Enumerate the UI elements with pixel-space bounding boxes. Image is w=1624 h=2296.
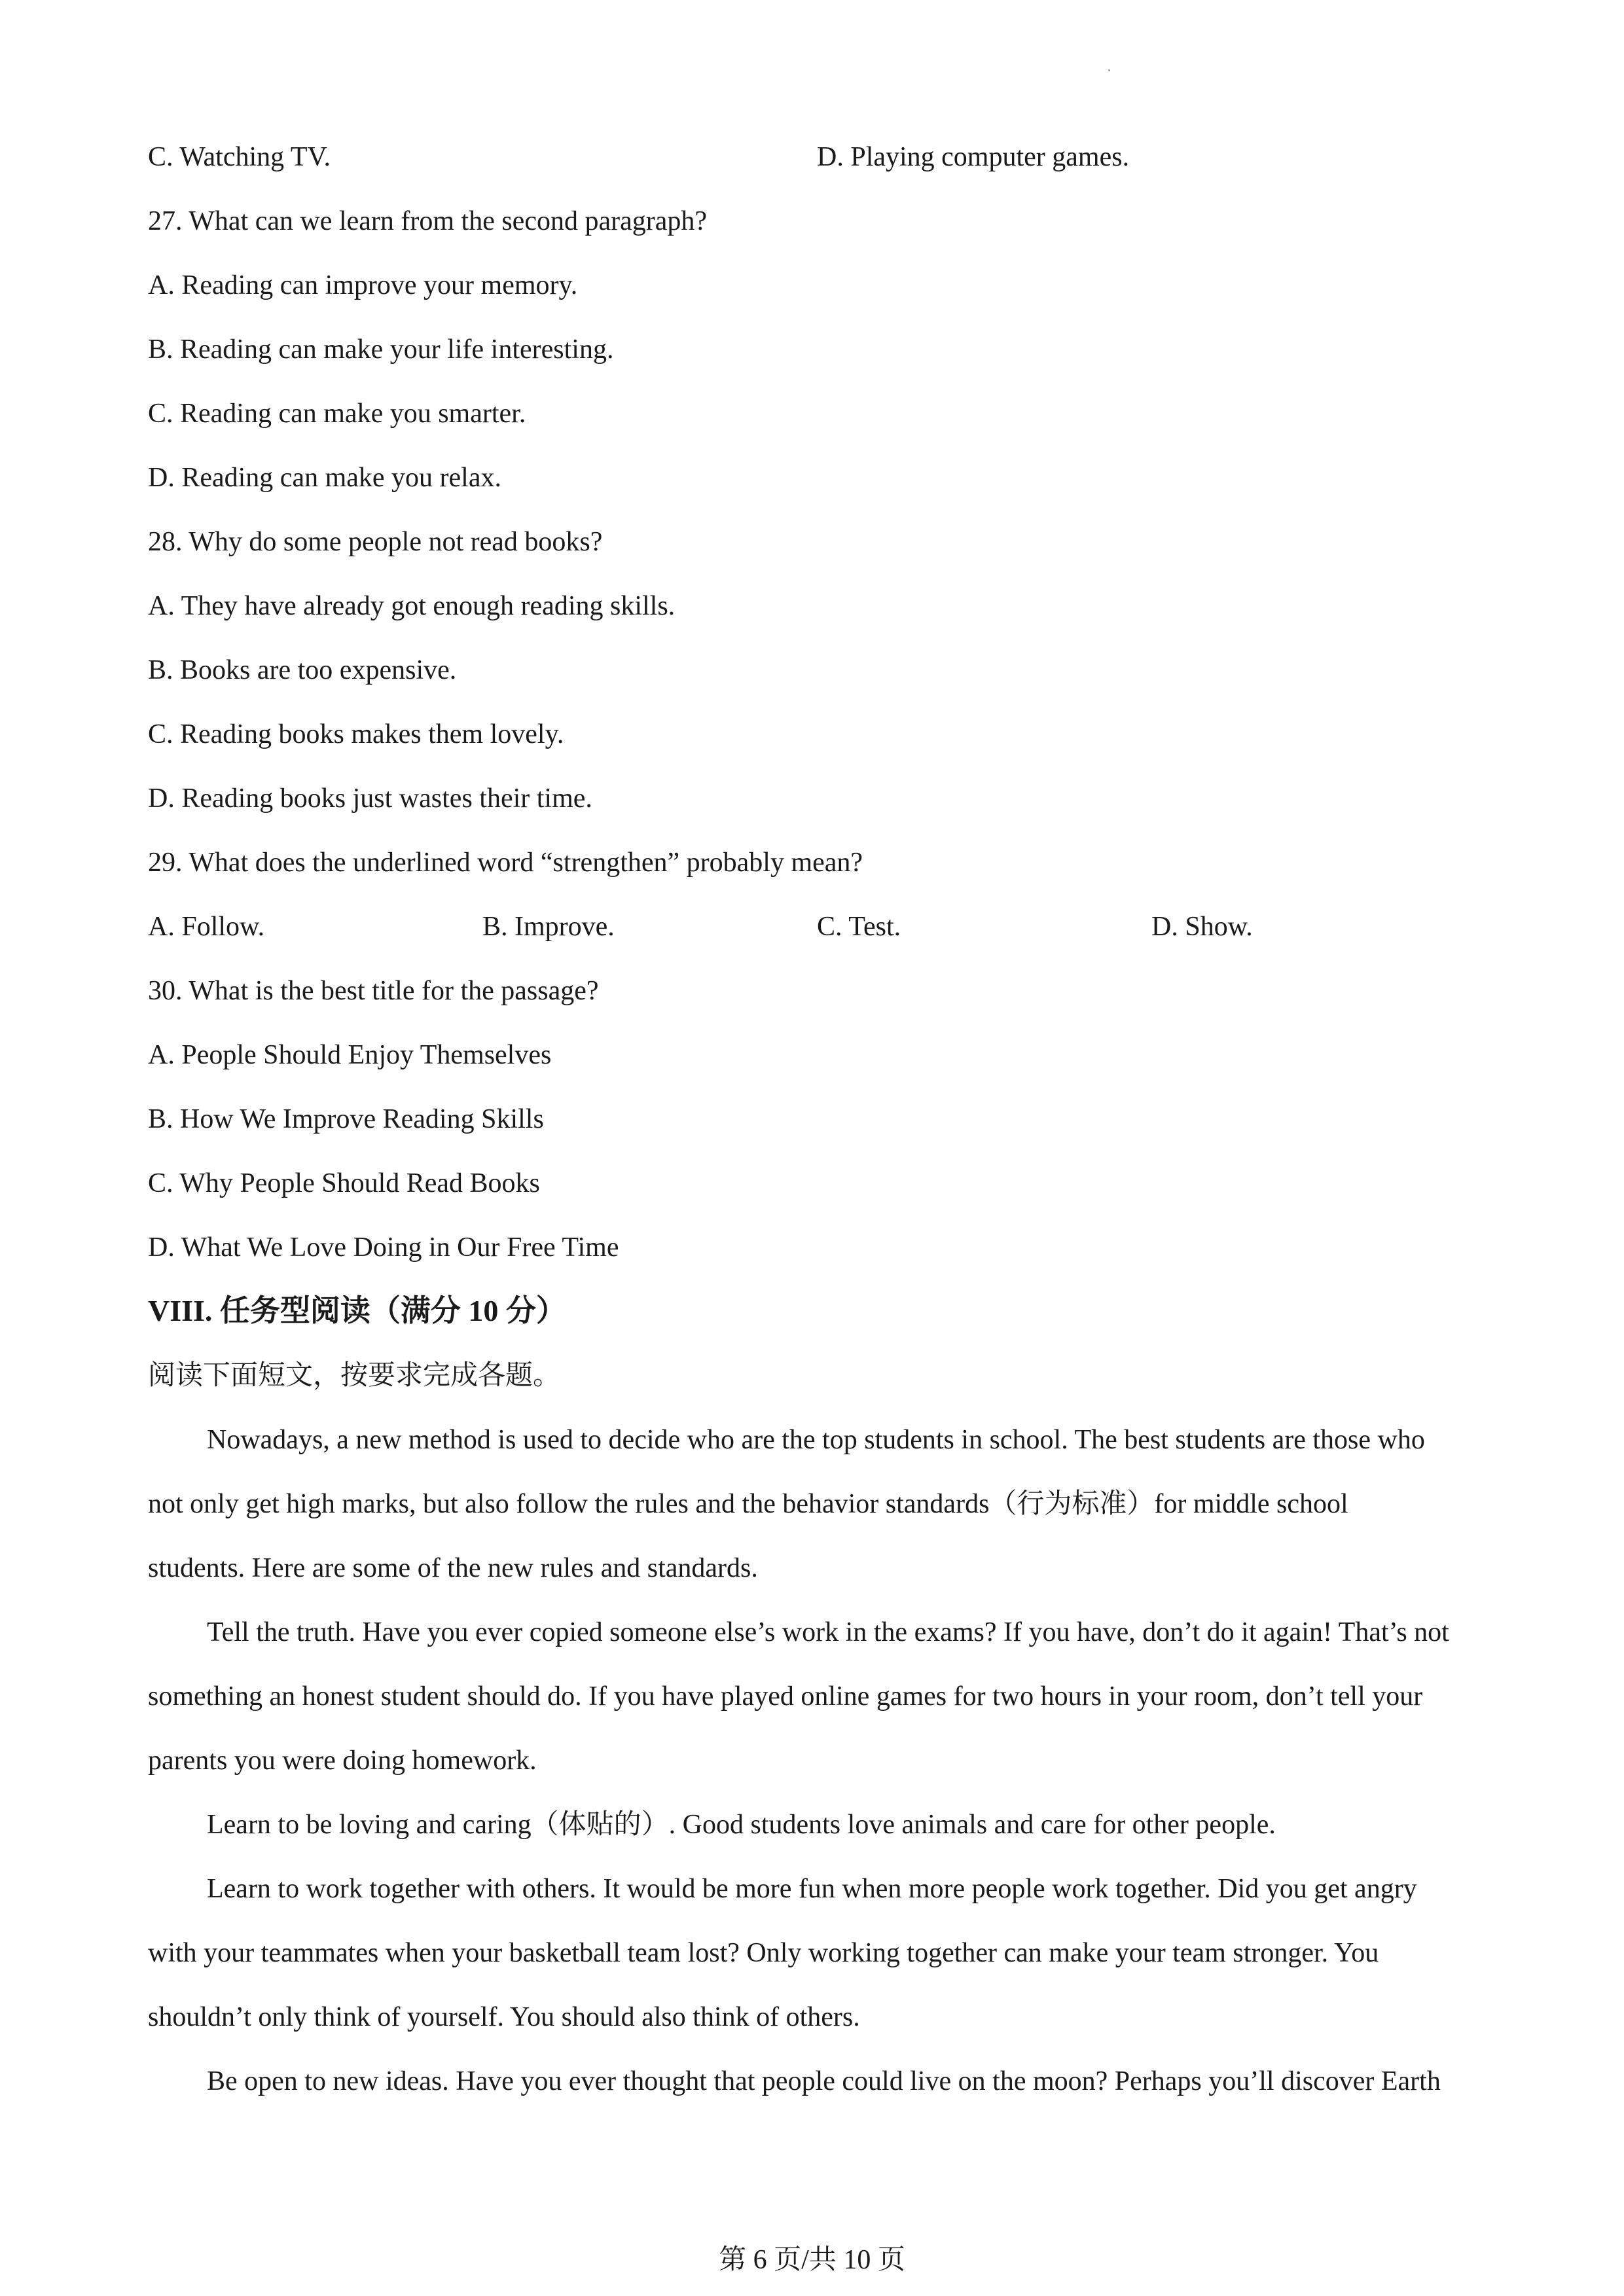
q29-option-d: D. Show.	[1151, 912, 1253, 942]
q27-option-c: C. Reading can make you smarter.	[148, 399, 526, 429]
passage-line: not only get high marks, but also follow the rules and the behavior standards（行为标准）for middle school	[148, 1489, 1348, 1519]
q27-question: 27. What can we learn from the second paragraph?	[148, 206, 708, 236]
q30-option-c: C. Why People Should Read Books	[148, 1168, 540, 1198]
q28-option-d: D. Reading books just wastes their time.	[148, 783, 592, 814]
passage-line: Be open to new ideas. Have you ever thought that people could live on the moon? Perhaps you’ll discover Earth	[207, 2066, 1441, 2096]
scan-dot	[1108, 69, 1110, 71]
passage-line: with your teammates when your basketball team lost? Only working together can make your team stronger. You	[148, 1938, 1379, 1968]
passage-line: shouldn’t only think of yourself. You should also think of others.	[148, 2002, 860, 2032]
passage-line: Learn to be loving and caring（体贴的）. Good students love animals and care for other people.	[207, 1810, 1276, 1840]
passage-line: Tell the truth. Have you ever copied someone else’s work in the exams? If you have, don’t do it again! That’s not	[207, 1617, 1449, 1647]
q30-option-b: B. How We Improve Reading Skills	[148, 1104, 544, 1134]
q29-option-a: A. Follow.	[148, 912, 265, 942]
passage-line: Learn to work together with others. It would be more fun when more people work together. Did you get angry	[207, 1874, 1417, 1904]
q28-option-b: B. Books are too expensive.	[148, 655, 457, 685]
q30-option-d: D. What We Love Doing in Our Free Time	[148, 1232, 619, 1263]
q28-option-a: A. They have already got enough reading skills.	[148, 591, 676, 621]
q27-option-b: B. Reading can make your life interesting.	[148, 334, 614, 365]
q30-question: 30. What is the best title for the passage?	[148, 976, 599, 1006]
section-instruction: 阅读下面短文，按要求完成各题。	[148, 1361, 561, 1391]
q26-option-c: C. Watching TV.	[148, 142, 331, 172]
passage-line: parents you were doing homework.	[148, 1746, 537, 1776]
passage-line: Nowadays, a new method is used to decide who are the top students in school. The best students are those who	[207, 1425, 1425, 1455]
q26-option-d: D. Playing computer games.	[817, 142, 1130, 172]
q29-option-c: C. Test.	[817, 912, 901, 942]
passage-line: students. Here are some of the new rules and standards.	[148, 1553, 758, 1583]
q29-question: 29. What does the underlined word “strengthen” probably mean?	[148, 848, 863, 878]
section-heading: VIII. 任务型阅读（满分 10 分）	[148, 1294, 566, 1327]
q29-option-b: B. Improve.	[482, 912, 615, 942]
q28-question: 28. Why do some people not read books?	[148, 527, 603, 557]
q27-option-d: D. Reading can make you relax.	[148, 463, 501, 493]
page-number: 第 6 页/共 10 页	[719, 2245, 905, 2275]
q27-option-a: A. Reading can improve your memory.	[148, 270, 578, 300]
q28-option-c: C. Reading books makes them lovely.	[148, 719, 564, 749]
q30-option-a: A. People Should Enjoy Themselves	[148, 1040, 552, 1070]
passage-line: something an honest student should do. If you have played online games for two hours in your room, don’t tell your	[148, 1681, 1423, 1712]
